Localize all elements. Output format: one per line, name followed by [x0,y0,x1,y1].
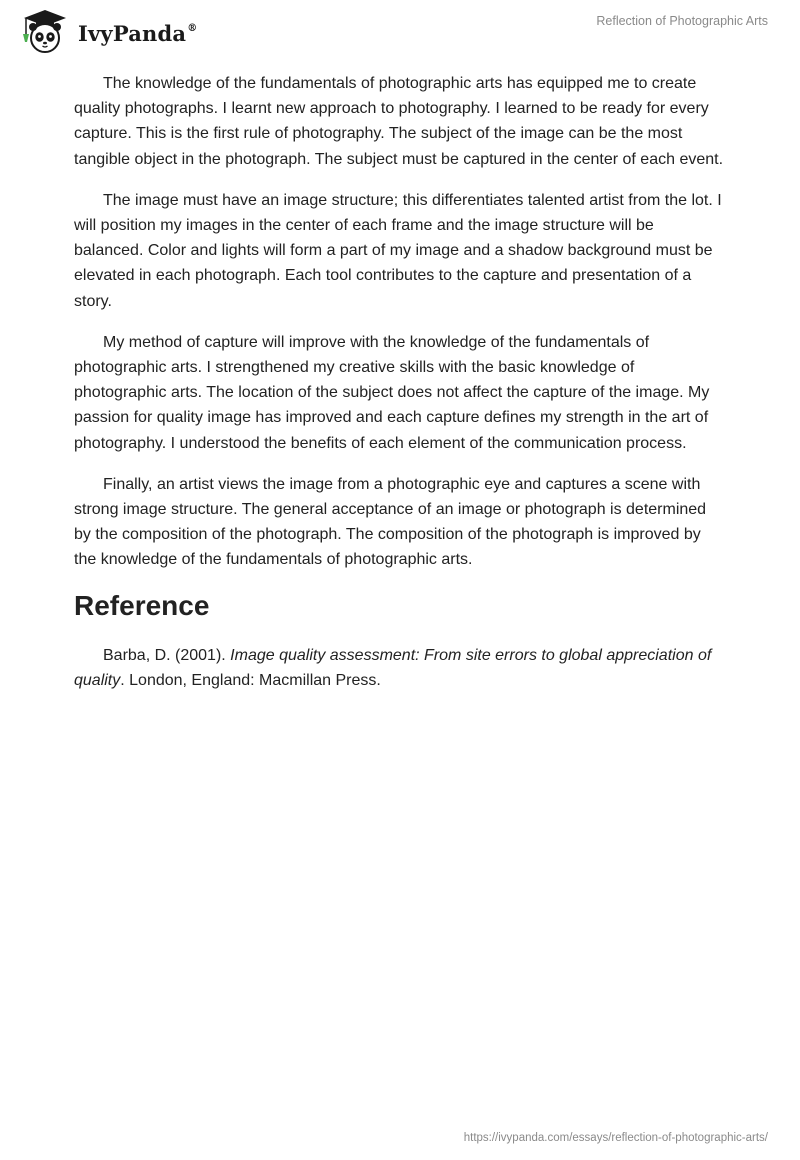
reference-publisher: . London, England: Macmillan Press. [120,671,381,689]
body-paragraph: The image must have an image structure; this differentiates talented artist from the lot. I will position my images in the center of each frame and the image structure will be balanced. Color and lights will form a part of my image and a shadow background must be elevated in each photograph. Each tool contributes to the capture and presentation of a story. [74,191,722,310]
references-heading: Reference [74,589,210,621]
brand-name: IvyPanda® [78,20,198,46]
brand-logo[interactable] [14,8,197,56]
running-title: Reflection of Photographic Arts [596,14,768,28]
page-header [0,0,800,64]
reference-entry [74,643,724,693]
panda-graduation-cap-icon [14,8,76,56]
body-paragraph: The knowledge of the fundamentals of photographic arts has equipped me to create quality photographs. I learnt new approach to photography. I learned to be ready for every capture. This is the first rule of photography. The subject of the image can be the most tangible object in the photograph. The subject must be captured in the center of each event. [74,75,724,168]
reference-title: Image quality assessment: From site errors to global appreciation of quality [74,646,712,689]
registered-mark: ® [187,22,198,34]
reference-author-year: Barba, D. (2001). [103,646,231,664]
body-paragraph: My method of capture will improve with the knowledge of the fundamentals of photographic arts. I strengthened my creative skills with the basic knowledge of photographic arts. The location of the subject does not affect the capture of the image. My passion for quality image has improved and each capture defines my strength in the art of photography. I understood the benefits of each element of the communication process. [74,333,710,452]
source-url[interactable]: https://ivypanda.com/essays/reflection-of-photographic-arts/ [463,1132,768,1144]
essay-content [74,71,724,709]
body-paragraph: Finally, an artist views the image from a photographic eye and captures a scene with strong image structure. The general acceptance of an image or photograph is determined by the composition of the photograph. The composition of the photograph is improved by the knowledge of the fundamentals of photographic arts. [74,475,707,569]
